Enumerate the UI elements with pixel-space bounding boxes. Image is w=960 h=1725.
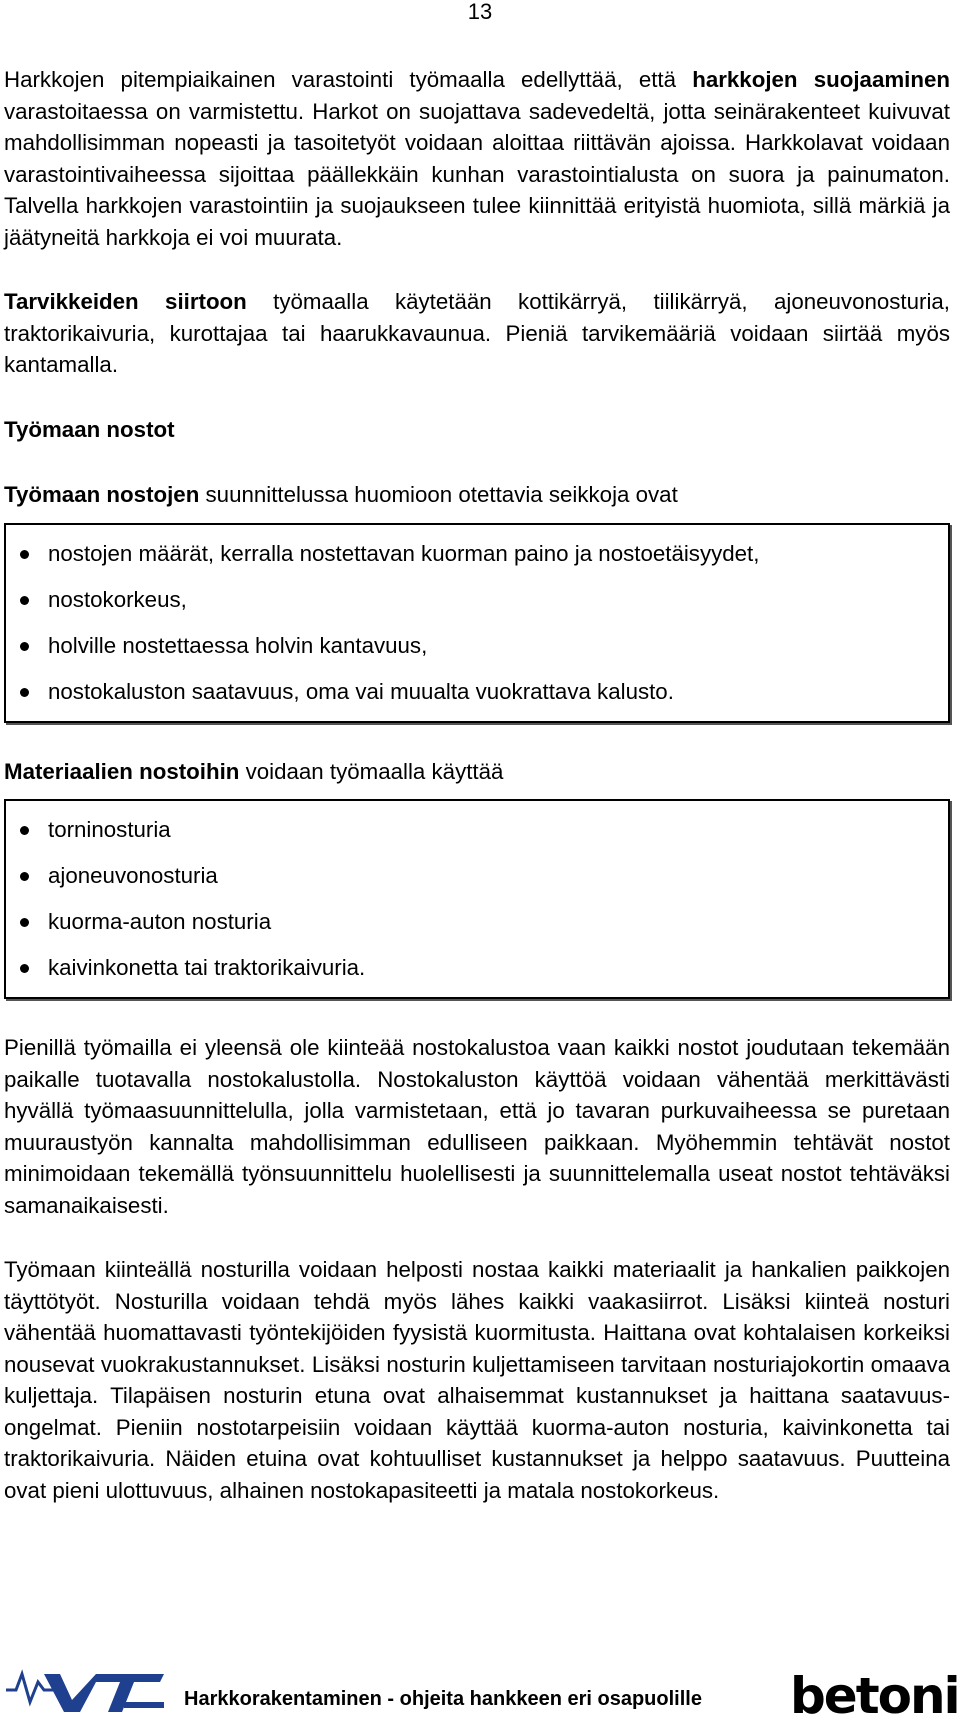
lead-material-lifting [4, 756, 950, 788]
list-item: holville nostettaessa holvin kantavuus, [16, 623, 948, 669]
paragraph-storage-text-a: Harkkojen pitempiaikainen varastointi työmaalla edellyttää, että [4, 67, 693, 92]
footer-title: Harkkorakentaminen - ohjeita hankkeen eri osapuolille [184, 1688, 702, 1710]
list-item: nostokorkeus, [16, 577, 948, 623]
list-item: kaivinkonetta tai traktorikaivuria. [16, 945, 948, 991]
list-item: nostojen määrät, kerralla nostettavan kuorman paino ja nostoetäisyydet, [16, 531, 948, 577]
lead-lifting-planning [4, 479, 950, 511]
lead-lifting-planning-text: suunnittelussa huomioon otettavia seikkoja ovat [199, 482, 678, 507]
bullet-list-equipment [16, 807, 948, 991]
document-body [4, 64, 950, 1539]
paragraph-storage [4, 64, 950, 253]
vtt-underline [124, 1702, 164, 1708]
list-item: torninosturia [16, 807, 948, 853]
bullet-list-planning [16, 531, 948, 715]
paragraph-storage-text-b: varastoitaessa on varmistettu. Harkot on suojattava sadevedeltä, jotta seinärakenteet kuivuvat mahdollisimman nopeasti ja tasoitetyöt voidaan aloittaa riittävän ajoissa. Harkkolavat voidaan varastointivaiheessa sijoittaa päällekkäin kunhan varastointialusta on suora ja painumaton. Talvella harkkojen varastointiin ja suojaukseen tulee kiinnittää erityistä huomiota, sillä märkiä ja jäätyneitä harkkoja ei voi muurata. [4, 98, 950, 250]
paragraph-transfer [4, 286, 950, 381]
lead-material-lifting-bold: Materiaalien nostoihin [4, 758, 240, 784]
section-heading: Työmaan nostot [4, 416, 175, 442]
page-number: 13 [467, 0, 493, 24]
page-footer [0, 1650, 960, 1725]
paragraph-small-sites: Pienillä työmailla ei yleensä ole kiinteää nostokalustoa vaan kaikki nostot joudutaan tekemään paikalle tuotavalla nostokalustolla. Nostokaluston käyttöä voidaan vähentää merkittävästi hyvällä työmaasuunnittelulla, jolla varmistetaan, että jo tavaran purkuvaiheessa se puretaan muuraustyön kannalta mahdollisimman edulliseen paikkaan. Myöhemmin tehtävät nostot minimoidaan tekemällä työnsuunnittelu huolellisesti ja suunnittelemalla useat nostot tehtäväksi samanaikaisesti. [4, 1035, 950, 1218]
bullet-box-equipment [4, 799, 950, 999]
list-item: nostokaluston saatavuus, oma vai muualta vuokrattava kalusto. [16, 669, 948, 715]
paragraph-transfer-text: työmaalla käytetään kottikärryä, tiilikärryä, ajoneuvonosturia, traktorikaivuria, kurottajaa tai haarukkavaunua. Pieniä tarvikemääriä voidaan siirtää myös kantamalla. [4, 289, 950, 377]
vtt-logo [4, 1656, 170, 1716]
lead-lifting-planning-bold: Työmaan nostojen [4, 482, 200, 507]
list-item: ajoneuvonosturia [16, 853, 948, 899]
betoni-logo: betoni [790, 1667, 959, 1725]
paragraph-fixed-crane: Työmaan kiinteällä nosturilla voidaan helposti nostaa kaikki materiaalit ja hankalien paikkojen täyttötyöt. Nosturilla voidaan tehdä myös lähes kaikki vaakasiirrot. Lisäksi kiinteä nosturi vähentää huomattavasti työntekijöiden fyysistä kuormitusta. Haittana ovat kohtalaisen korkeiksi nousevat vuokrakustannukset. Lisäksi nosturin kuljettamiseen tarvitaan nosturiajokortin omaava kuljettaja. Tilapäisen nosturin etuna ovat alhaisemmat kustannukset ja haittana saatavuusongelmat. Pieniin nostotarpeisiin voidaan käyttää kuorma-auton nosturia, kaivinkonetta tai traktorikaivuria. Näiden etuina ovat kohtuulliset kustannukset ja helppo saatavuus. Puutteina ovat pieni ulottuvuus, alhainen nostokapasiteetti ja matala nostokorkeus. [4, 1257, 950, 1503]
list-item: kuorma-auton nosturia [16, 899, 948, 945]
lead-material-lifting-text: voidaan työmaalla käyttää [239, 758, 504, 784]
bullet-box-planning [4, 523, 950, 723]
paragraph-transfer-bold: Tarvikkeiden siirtoon [4, 289, 247, 314]
paragraph-storage-bold: harkkojen suojaaminen [692, 67, 950, 92]
